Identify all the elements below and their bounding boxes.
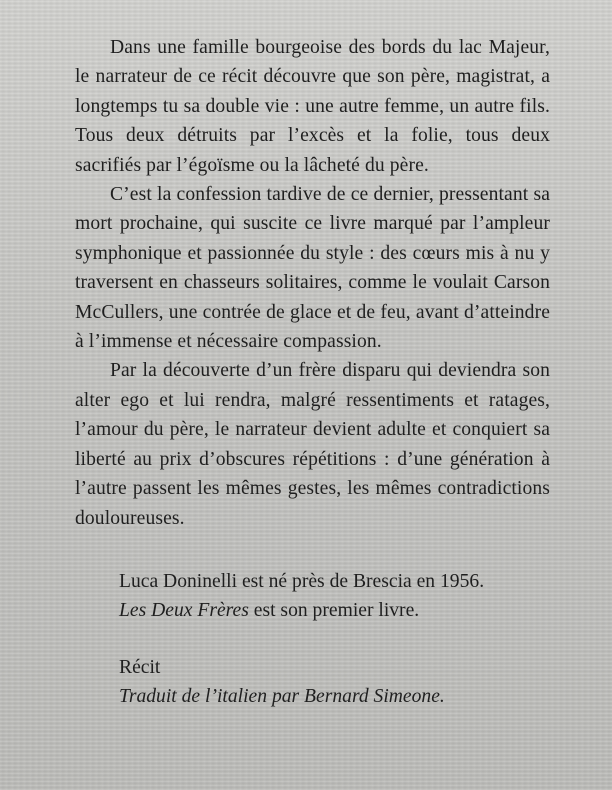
- author-bio-line: Luca Doninelli est né près de Brescia en 1956.: [119, 570, 485, 592]
- book-title: Les Deux Frères: [119, 600, 249, 622]
- first-book-suffix: est son premier livre.: [248, 600, 420, 622]
- credits: [75, 653, 550, 712]
- author-note: [75, 567, 550, 626]
- blurb-text: [75, 33, 550, 533]
- first-book-line: [119, 596, 550, 625]
- translation-credit: Traduit de l’italien par Bernard Simeone.: [119, 686, 445, 708]
- blurb-paragraph-1: Dans une famille bourgeoise des bords du lac Majeur, le narrateur de ce récit découvre que son père, magistrat, a longtemps tu sa double vie : une autre femme, un autre fils. Tous deux détruits par l’excès et la folie, tous deux sacrifiés par l’égoïsme ou la lâcheté du père.: [75, 37, 550, 176]
- blurb-paragraph-2: C’est la confession tardive de ce dernier, pressentant sa mort prochaine, qui suscite ce livre marqué par l’ampleur symphonique et passionnée du style : des cœurs mis à nu y traversent en chasseurs solitaires, comme le voulait Carson McCullers, une contrée de glace et de feu, avant d’atteindre à l’immense et nécessaire compassion.: [75, 184, 550, 353]
- genre-label: Récit: [119, 656, 161, 678]
- blurb-paragraph-3: Par la découverte d’un frère disparu qui deviendra son alter ego et lui rendra, malgré ressentiments et ratages, l’amour du père, le narrateur devient adulte et conquiert sa liberté au prix d’obscures répétitions : d’une génération à l’autre passent les mêmes gestes, les mêmes contradictions douloureuses.: [75, 360, 550, 529]
